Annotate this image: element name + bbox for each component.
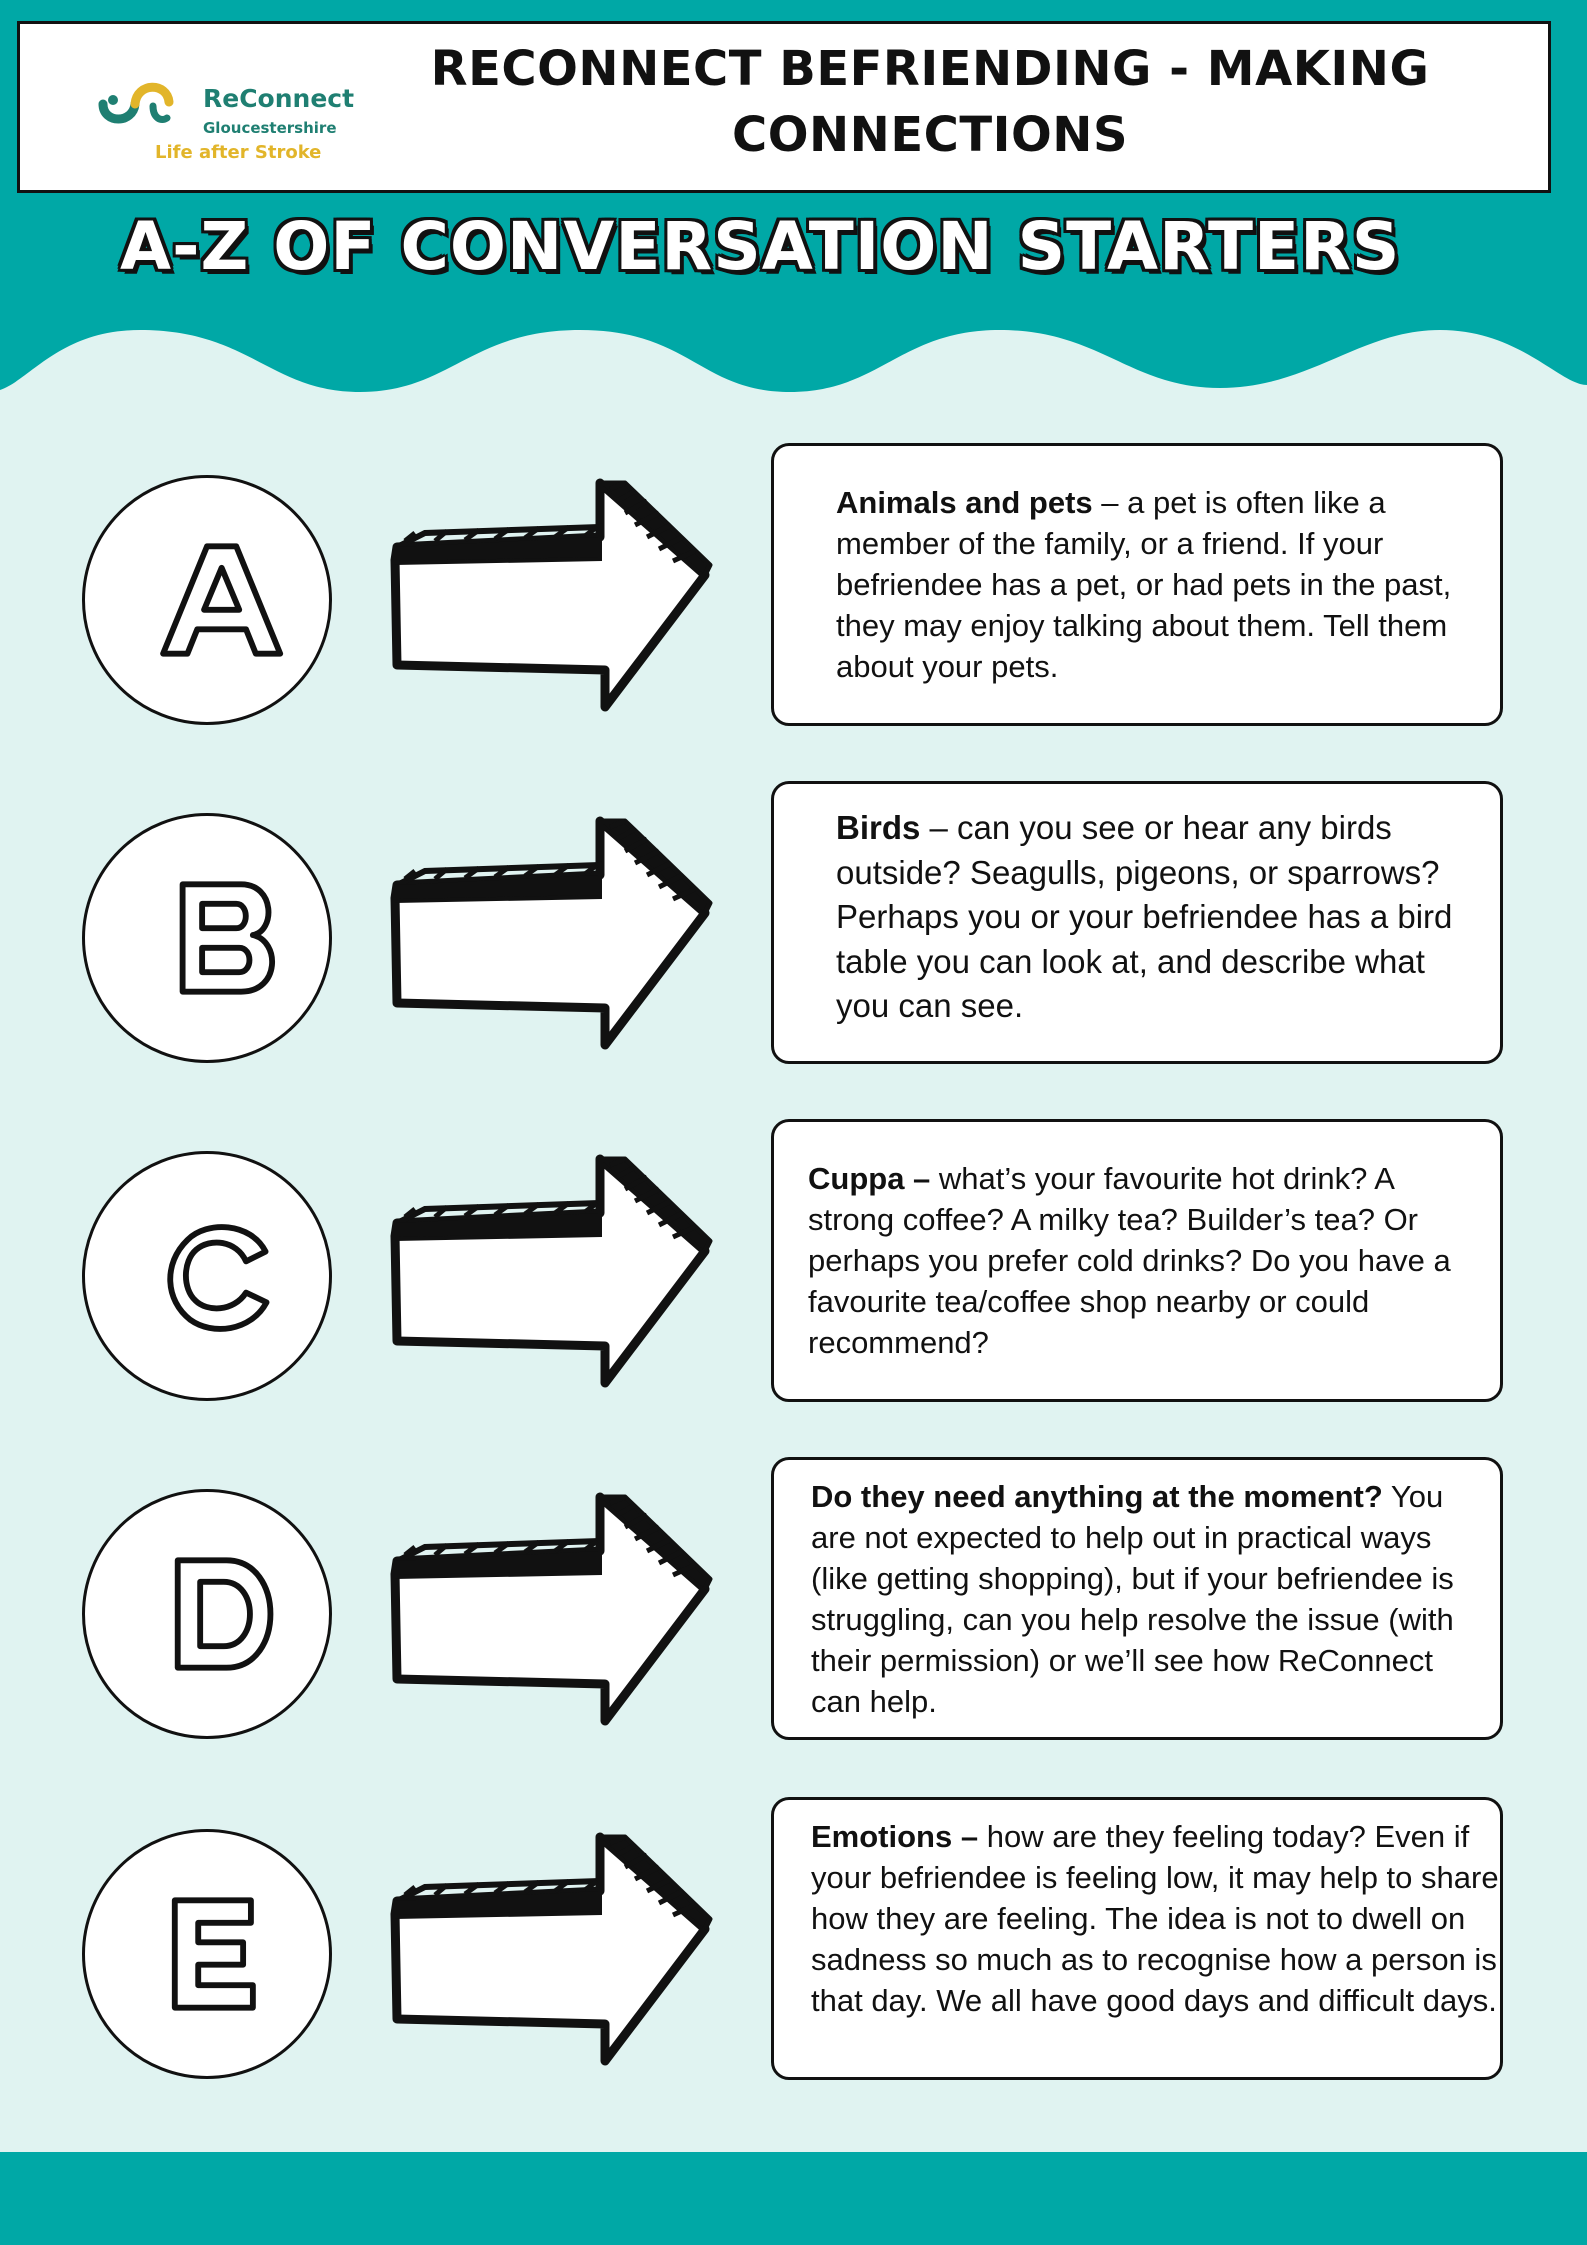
letter-circle-e (82, 1829, 332, 2079)
header-box (17, 21, 1551, 193)
starter-text (836, 806, 1476, 1029)
starter-row-a (0, 443, 1587, 733)
starter-heading: Emotions – (811, 1819, 979, 1854)
starter-body: how are they feeling today? Even if your befriendee is feeling low, it may help to share how they are feeling. The idea is not to dwell on sadness so much as to recognise how a person is that day. We all have good days and difficult days. (811, 1819, 1499, 2018)
letter-circle-d (82, 1489, 332, 1739)
starter-card-c (771, 1119, 1503, 1402)
starter-card-d (771, 1457, 1503, 1740)
starter-text (811, 1476, 1491, 1722)
arrow-right-icon (385, 1151, 720, 1391)
starter-body: You are not expected to help out in practical ways (like getting shopping), but if your befriendee is struggling, can you help resolve the issue (with their permission) or we’ll see how ReConnect can help. (811, 1479, 1454, 1719)
starter-row-b (0, 781, 1587, 1071)
starter-text (811, 1816, 1501, 2021)
starter-heading: Cuppa – (808, 1161, 931, 1196)
header-title: RECONNECT BEFRIENDING - MAKING CONNECTIONS (430, 41, 1430, 163)
letter-c-icon (85, 1154, 329, 1398)
main-title: A-Z OF CONVERSATION STARTERS (120, 208, 1401, 285)
logo-swirl-icon (95, 76, 195, 136)
starter-card-a (771, 443, 1503, 726)
arrow-right-icon (385, 475, 720, 715)
letter-circle-a (82, 475, 332, 725)
starter-card-b (771, 781, 1503, 1064)
logo-region: Gloucestershire (203, 119, 337, 137)
arrow-right-icon (385, 813, 720, 1053)
letter-a-icon (85, 478, 329, 722)
starter-body: what’s your favourite hot drink? A strong coffee? A milky tea? Builder’s tea? Or perhaps you prefer cold drinks? Do you have a favourite tea/coffee shop nearby or could recommend? (808, 1161, 1451, 1360)
starter-row-e (0, 1797, 1587, 2087)
letter-circle-b (82, 813, 332, 1063)
letter-b-icon (85, 816, 329, 1060)
logo-tagline: Life after Stroke (155, 142, 322, 163)
arrow-right-icon (385, 1829, 720, 2069)
starter-row-d (0, 1457, 1587, 1747)
starter-row-c (0, 1119, 1587, 1409)
footer-band (0, 2152, 1587, 2245)
logo-name: ReConnect (203, 84, 355, 113)
arrow-right-icon (385, 1489, 720, 1729)
letter-e-icon (85, 1832, 329, 2076)
starter-text (808, 1158, 1488, 1363)
starter-heading: Do they need anything at the moment? (811, 1479, 1383, 1514)
starter-card-e (771, 1797, 1503, 2080)
starter-body: – a pet is often like a member of the family, or a friend. If your befriendee has a pet, or had pets in the past, they may enjoy talking about them. Tell them about your pets. (836, 485, 1452, 684)
letter-d-icon (85, 1492, 329, 1736)
starter-heading: Birds (836, 809, 921, 846)
starter-body: – can you see or hear any birds outside? Seagulls, pigeons, or sparrows? Perhaps you or your befriendee has a bird table you can look at, and describe what you can see. (836, 809, 1453, 1024)
reconnect-logo (95, 64, 355, 174)
starter-heading: Animals and pets (836, 485, 1093, 520)
starter-text (836, 482, 1466, 687)
letter-circle-c (82, 1151, 332, 1401)
